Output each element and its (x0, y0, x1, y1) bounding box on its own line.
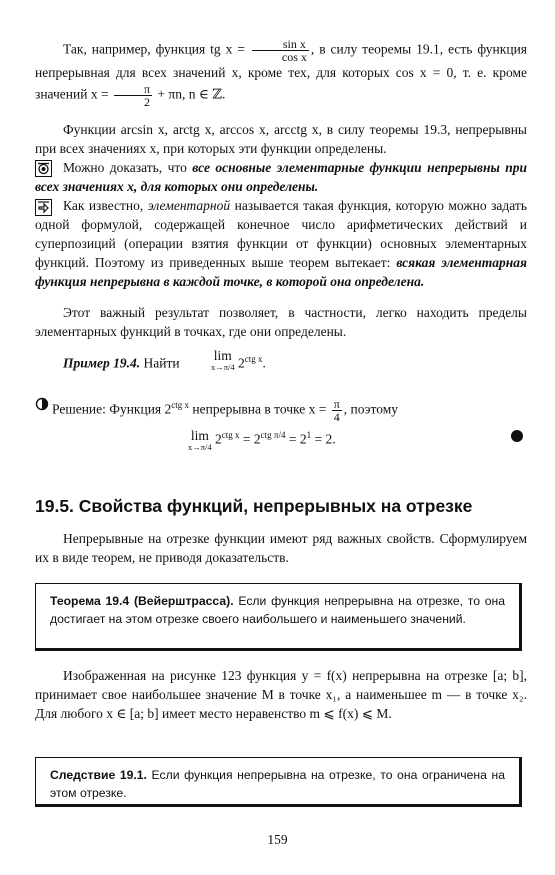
example-base: 2 (238, 355, 245, 371)
formula-eq1: = (242, 431, 251, 447)
paragraph-elementary (35, 196, 527, 291)
para1-text-a: Так, например, функция tg x = (63, 41, 245, 57)
formula-p3-exp: 1 (306, 430, 312, 440)
example-limit (183, 350, 235, 372)
end-of-solution-mark (511, 430, 523, 442)
frac-den: cos x (281, 50, 307, 64)
paragraph-tangent (35, 38, 527, 108)
formula-p3-base: 2 (299, 431, 307, 447)
solution-exp: ctg x (171, 400, 190, 410)
example-label: Пример 19.4. (63, 355, 141, 371)
fraction-pi-4 (332, 398, 342, 423)
formula-lim-sub: x→π/4 (188, 442, 212, 452)
paragraph-result: Этот важный результат позволяет, в частности, легко находить пределы элементарных функций в точках, где они определены. (35, 305, 527, 339)
theorem-box (35, 583, 522, 651)
formula-p1-exp: ctg x (221, 430, 240, 440)
theorem-label: Теорема 19.4 (Вейерштрасса). (50, 594, 234, 608)
formula-p2-base: 2 (253, 431, 261, 447)
paragraph-theorem-note (35, 158, 527, 196)
para1-text-b: , в силу теоремы 19.1, есть функция непрерывная для всех значений x, кроме тех, для которых cos x = 0, т. е. кроме значений x = (35, 41, 527, 102)
formula-p1-base: 2 (215, 431, 222, 447)
corollary-box (35, 757, 522, 807)
frac2-num: π (114, 83, 152, 96)
paragraph-figure: Изображенная на рисунке 123 функция y = f(x) непрерывна на отрезке [a; b], принимает свое наибольшее значение M в точке x₁, а наименьшее m — в точке x₂. Для любого x ∈ [a; b] имеет место неравенство m ⩽ f(x) ⩽ M. (35, 668, 527, 721)
sol-frac-num: π (333, 396, 340, 411)
frac-num: sin x (252, 38, 309, 51)
para4-bold: всякая элементарная функция непрерывна в каждой точке, в которой она определена. (35, 255, 528, 289)
para4-text-b: называется такая функция, которую можно задать одной формулой, содержащей конечное число арифметических действий и суперпозиций (операции взятия функции от функции) основных элементарных функций. Поэтому из приведенных выше теорем вытекает: (35, 198, 527, 270)
example-line (35, 350, 527, 373)
section-heading: 19.5. Свойства функций, непрерывных на отрезке (35, 496, 473, 516)
example-lim-sub: x→π/4 (210, 362, 235, 372)
frac2-den: 2 (143, 95, 150, 109)
solution-line (52, 396, 527, 423)
example-lim: lim (213, 348, 232, 363)
formula-eq2: = (288, 431, 297, 447)
page-number: 159 (267, 832, 288, 847)
fraction-sin-cos (252, 38, 309, 63)
corollary-text: Если функция непрерывна на отрезке, то она ограничена на этом отрезке. (50, 768, 505, 800)
example-text: Найти (143, 355, 180, 371)
para4-text-a: Как известно, (63, 198, 144, 213)
display-formula (188, 430, 336, 452)
solution-text-a: Решение: Функция 2 (52, 401, 172, 417)
para1-text-c: + πn, n ∈ ℤ. (157, 86, 226, 102)
para3-plain: Можно доказать, что (63, 160, 187, 175)
para3-bold: все основные элементарные функции непрерывны при всех значениях x, для которых они определены. (35, 160, 528, 194)
formula-lim: lim (190, 428, 209, 443)
para4-italic: элементарной (147, 198, 231, 213)
fraction-pi-2 (114, 83, 152, 108)
formula-p2-exp: ctg π/4 (260, 430, 286, 440)
sol-frac-den: 4 (333, 409, 340, 424)
paragraph-intro: Непрерывные на отрезке функции имеют ряд важных свойств. Сформулируем их в виде теорем, не приводя доказательств. (35, 531, 527, 565)
paragraph-arc-functions: Функции arcsin x, arctg x, arccos x, arcctg x, в силу теоремы 19.3, непрерывны при всех значениях x, при которых эти функции определены. (35, 122, 527, 156)
solution-icon (35, 397, 49, 411)
formula-limit (188, 430, 212, 452)
example-exp: ctg x (244, 354, 263, 364)
solution-text-c: , поэтому (343, 401, 398, 417)
solution-text-b: непрерывна в точке x = (192, 401, 327, 417)
corollary-label: Следствие 19.1. (50, 768, 147, 782)
example-end: . (262, 355, 266, 371)
theorem-text: Если функция непрерывна на отрезке, то она достигает на этом отрезке своего наибольшего и наименьшего значений. (50, 594, 506, 626)
formula-eq3: = 2. (314, 431, 336, 447)
